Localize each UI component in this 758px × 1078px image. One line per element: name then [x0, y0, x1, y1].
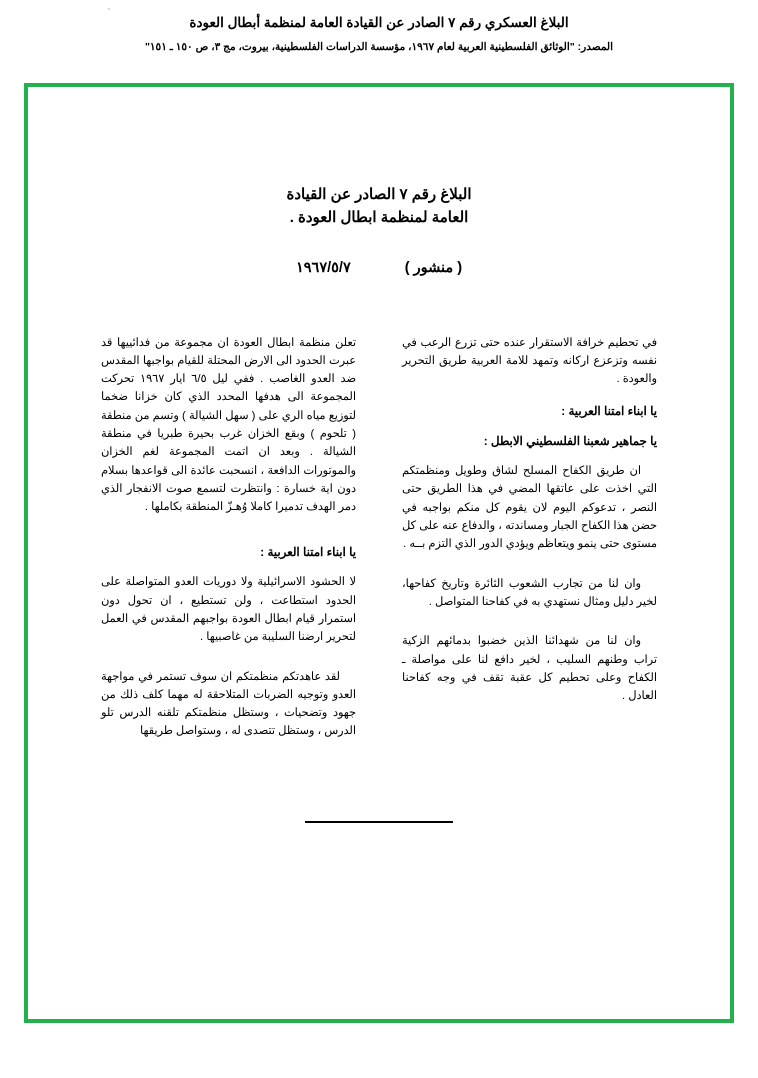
paragraph: لقد عاهدتكم منظمتكم ان سوف تستمر في مواجهة العدو وتوجيه الضربات المتلاحقة له مهما كلف ذلك من جهود وتضحيات ، وستظل منظمتكم تلقنه الدرس تلو الدرس ، وستظل تتصدى له ، وستواصل طريقها — [101, 670, 356, 738]
scan-speck — [108, 8, 110, 10]
horizontal-rule — [305, 821, 453, 823]
document-body — [28, 87, 730, 1019]
paragraph: وان لنا من شهدائنا الذين خضبوا بدمائهم الزكية تراب وطنهم السليب ، لخير دافع لنا على مواصلة ـ الكفاح وعلى تحطيم كل عقبة تقف في وجه كفاحنا العادل . — [402, 635, 657, 703]
column-left — [402, 334, 657, 754]
column-right — [101, 334, 356, 754]
section-heading: يا ابناء امتنا العربية : — [561, 404, 657, 419]
page-header-title: البلاغ العسكري رقم ٧ الصادر عن القيادة العامة لمنظمة أبطال العودة — [189, 15, 569, 30]
section-heading: يا ابناء امتنا العربية : — [260, 545, 356, 560]
page-header-source: المصدر: "الوثائق الفلسطينية العربية لعام ١٩٦٧، مؤسسة الدراسات الفلسطينية، بيروت، مج ٣، ص ١٥٠ ـ ١٥١" — [144, 40, 614, 53]
section-heading: يا جماهير شعبنا الفلسطيني الابطل : — [483, 434, 657, 449]
document-distribution: ( منشور ) — [404, 259, 463, 276]
document-title-block — [28, 183, 730, 276]
document-date: ١٩٦٧/٥/٧ — [295, 259, 351, 276]
document-title-line-1: البلاغ رقم ٧ الصادر عن القيادة — [286, 186, 472, 203]
paragraph: وان لنا من تجارب الشعوب الثائرة وتاريخ كفاحها، لخير دليل ومثال نستهدي به في كفاحنا المتواصل . — [402, 577, 657, 608]
document-title-line-2: العامة لمنظمة ابطال العودة . — [289, 209, 469, 227]
page-header — [0, 0, 758, 54]
paragraph: في تحطيم خرافة الاستقرار عنده حتى تزرع الرعب في نفسه وتزعزع اركانه وتمهد للامة العربية طريق التحرير والعودة . — [402, 336, 657, 386]
document-date-row — [28, 260, 730, 276]
paragraph: تعلن منظمة ابطال العودة ان مجموعة من فدائييها قد عبرت الحدود الى الارض المحتلة للقيام بواجبها المقدس ضد العدو الغاصب . ففي ليل ٦/٥ ايار ١٩٦٧ تحركت المجموعة الى هدفها المحدد الذي كان خزانا ضخما لتوزيع مياه الري على ( سهل الشيالة ) وتسم من منطقة ( تلحوم ) وبقع الخزان غرب بحيرة طبريا في منطقة الشيالة . وبعد ان اتمت المجموعة لغم الخزان والموتورات الدافعة ، انسحبت عائدة الى قواعدها بسلام دون اية خسارة : وانتظرت لتسمع صوت الانفجار الذي دمر الهدف تدميرا كاملا وُهـزّ المنطقة بكاملها . — [101, 336, 356, 514]
paragraph: ان طريق الكفاح المسلح لشاق وطويل ومنظمتكم التي اخذت على عاتقها المضي في هذا الطريق حتى النصر ، تدعوكم اليوم لان يقوم كل منكم بواجبه في حضن هذا الكفاح الجبار ومساندته ، والدفاع عنه على كل مستوى حتى ينمو ويتعاظم ويؤدي الدور الذي التزم بــه . — [402, 465, 657, 551]
document-columns — [28, 334, 730, 754]
document-frame — [24, 83, 734, 1023]
paragraph: لا الحشود الاسرائيلية ولا دوريات العدو المتواصلة على الحدود استطاعت ، ولن تستطيع ، ان تحول دون استمرار قيام ابطال العودة بواجبهم المقدس في العمل لتحرير ارضنا السليبة من غاصبيها . — [101, 576, 356, 644]
